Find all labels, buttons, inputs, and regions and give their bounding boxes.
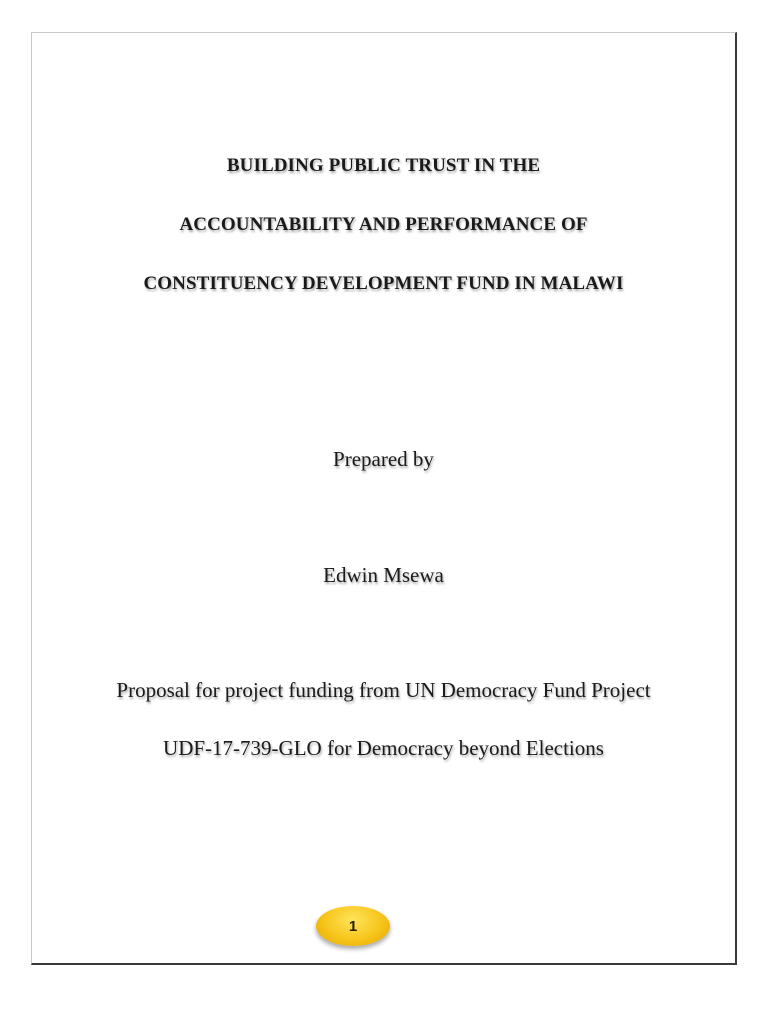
page-number: 1 bbox=[348, 917, 358, 935]
prepared-by-label: Prepared by bbox=[333, 447, 434, 471]
title-line-3: CONSTITUENCY DEVELOPMENT FUND IN MALAWI bbox=[143, 273, 624, 294]
title-line-2: ACCOUNTABILITY AND PERFORMANCE OF bbox=[179, 214, 588, 235]
page-number-badge bbox=[316, 906, 390, 946]
title-line-1: BUILDING PUBLIC TRUST IN THE bbox=[226, 155, 541, 176]
document-page bbox=[31, 32, 737, 965]
author-name: Edwin Msewa bbox=[323, 563, 444, 587]
proposal-line-1: Proposal for project funding from UN Democracy Fund Project bbox=[116, 678, 651, 702]
proposal-line-2: UDF-17-739-GLO for Democracy beyond Elections bbox=[163, 736, 604, 760]
